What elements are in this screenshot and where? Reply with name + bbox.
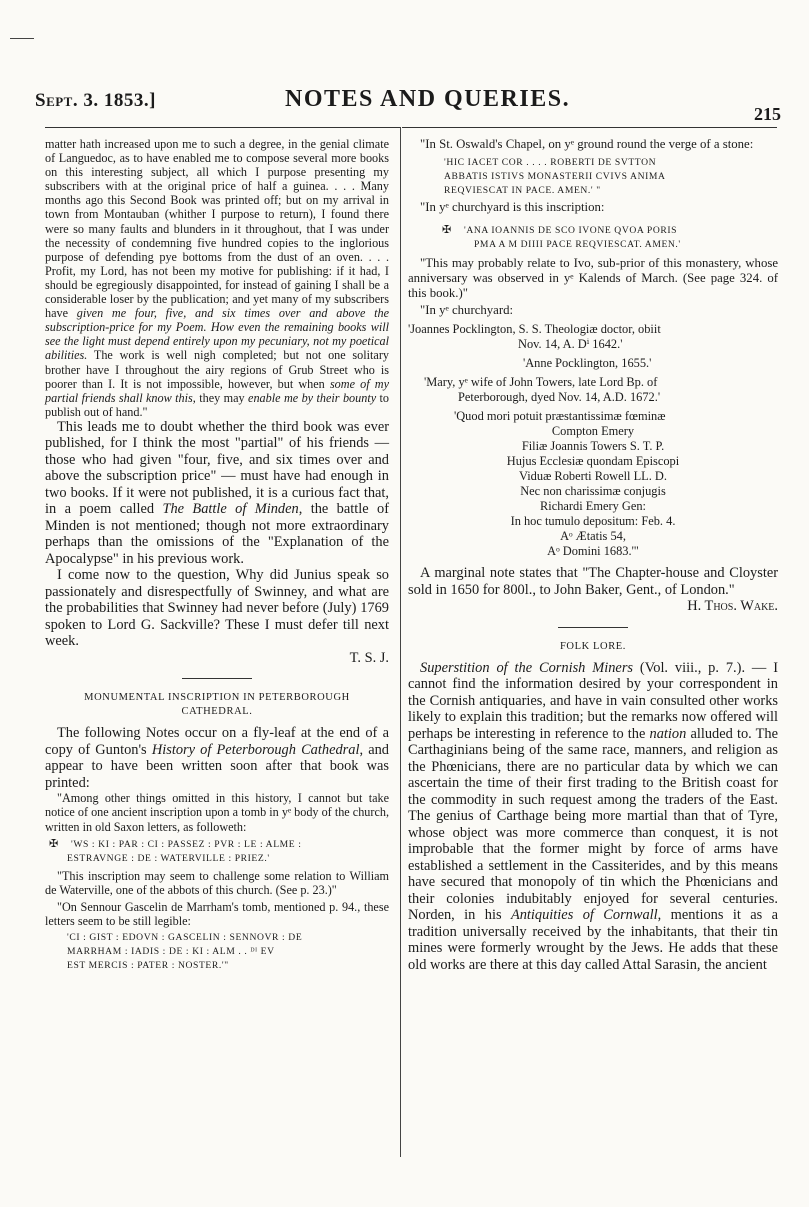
running-header xyxy=(35,86,781,124)
quote-waterville-relation: "This inscription may seem to challenge some relation to William de Waterville, one of the abbots of this church. (See p. 23.)" xyxy=(45,868,389,897)
quote-ivo-subprior: "This may probably relate to Ivo, sub-prior of this monastery, whose anniversary was observed in yᵉ Kalends of March. (See page 324. of this book.)" xyxy=(408,256,778,300)
epitaph-anne-pocklington: 'Anne Pocklington, 1655.' xyxy=(523,356,652,370)
body-paragraph-junius: I come now to the question, Why did Junius speak so passionately and disrespectfully of Swinney, and what are the probabilities that Swinney had never before (July) 1769 spoken to Lord G. Sackville? These I must defer till next week. xyxy=(45,567,389,650)
quote-omitted-inscription: "Among other things omitted in this history, I cannot but take notice of one ancient inscription upon a tomb in yᵉ body of the church, written in old Saxon letters, as followeth: xyxy=(45,791,389,834)
right-column xyxy=(408,137,778,973)
inscription-ivone: ✠ 'ANA IOANNIS DE SCO IVONE QVOA PORIS PMA A M DIIII PACE REQVIESCAT. AMEN.' xyxy=(442,224,681,250)
page-edge-mark xyxy=(10,38,34,39)
inscription-sutton: 'HIC IACET COR . . . . ROBERTI DE SVTTON ABBATIS ISTIVS MONASTERII CVIVS ANIMA REQVIESCAT IN PACE. AMEN.' " xyxy=(444,157,666,196)
section-heading-folk-lore: FOLK LORE. xyxy=(559,640,627,652)
body-paragraph-cornish-miners: Superstition of the Cornish Miners (Vol. viii., p. 7.). — I cannot find the information desired by your correspondent in the Cornish antiquaries, and have in vain consulted other works likely to explain this tradition; but the remarks now offered will perhaps be interesting in reference to the nation alluded to. The Carthaginians being of the same race, manners, and religion as the Phœnicians, there are no particular data by which we can ascertain the time of their first trading to the British coast for the commodity in such request among the traders of the East. The genius of Carthage being more martial than that of Tyre, whose object was more commerce than conquest, it is not improbable that the former might by force of arms have established a settlement in the Cassiterides, and by this means have secured that monopoly of tin which the Phœnicians and their colonies indubitably enjoyed for several centuries. Norden, in his Antiquities of Cornwall, mentions it as a tradition universally received by the inhabitants, that their tin mines were formerly wrought by the Jews. He adds that these old works are there at this day called Attal Sarasin, the ancient xyxy=(408,659,779,973)
cross-pattee-icon: ✠ xyxy=(49,837,59,850)
section-divider xyxy=(558,627,628,628)
header-rule-right xyxy=(402,127,777,128)
cross-pattee-icon: ✠ xyxy=(442,224,452,236)
left-column xyxy=(45,137,389,973)
epitaph-pocklington: 'Joannes Pocklington, S. S. Theologiæ doctor, obiit Nov. 14, A. Dⁱ 1642.' xyxy=(408,322,661,351)
quote-st-oswald: "In St. Oswald's Chapel, on yᵉ ground round the verge of a stone: xyxy=(420,137,754,151)
body-paragraph-flyleaf: The following Notes occur on a fly-leaf at the end of a copy of Gunton's History of Peterborough Cathedral, and appear to have been written soon after that book was printed: xyxy=(45,725,389,791)
signature-tsj: T. S. J. xyxy=(349,649,389,666)
signature-wake: H. Thos. Wake. xyxy=(687,598,778,614)
section-divider xyxy=(182,678,252,679)
quote-churchyard-inscription: "In yᵉ churchyard is this inscription: xyxy=(420,200,605,214)
body-paragraph-third-book: This leads me to doubt whether the third book was ever published, for I think the most "partial" of his friends — those who had given "four, five, and six times over and above the subscription price" — must have had enough in two books. If it were not published, it is a curious fact that, in a poem called The Battle of Minden, the battle of Minden is not mentioned; though not more extraordinary perhaps than the omissions of the "Explanation of the Apocalypse" in his previous work. xyxy=(45,418,389,567)
quoted-letter-paragraph: matter hath increased upon me to such a degree, in the genial climate of Languedoc, as to have enabled me to compose several more books on this interesting subject, all which I purpose presenting my subscribers with at the original price of half a guinea. . . . Many months ago this Second Book was printed off; but on my arrival in town from Montauban (whither I purpose to return), I found there were so many faults and blunders in it throughout, that I was under the necessity of condemning five hundred copies to the inglorious purpose of defending pye bottoms from the dust of an oven. . . . Profit, my Lord, has not been my motive for publishing: if it had, I should be egregiously disappointed, for instead of gaining I shall be a considerable loser by the publication; and yet many of my subscribers have given me four, five, and six times over and above the subscription-price for my Poem. How even the remaining books will see the light must depend entirely upon my pecuniary, not my poetical abilities. The work is well nigh completed; but not one solitary brother have I throughout the airy regions of Grub Street who is poorer than I. It is not impossible, however, but when some of my partial friends shall know this, they may enable me by their bounty to publish out of hand." xyxy=(45,137,390,419)
header-rule-left xyxy=(45,127,400,128)
epitaph-mary-towers: 'Mary, yᵉ wife of John Towers, late Lord Bp. of Peterborough, dyed Nov. 14, A.D. 1672.' xyxy=(424,375,661,404)
page-number: 215 xyxy=(754,104,781,124)
quote-marrham-tomb: "On Sennour Gascelin de Marrham's tomb, mentioned p. 94., these letters seem to be still legible: xyxy=(45,899,389,928)
quote-churchyard-heading: "In yᵉ churchyard: xyxy=(420,303,514,317)
column-divider xyxy=(400,127,401,1157)
inscription-marrham: 'CI : GIST : EDOVN : GASCELIN : SENNOVR : DE MARRHAM : IADIS : DE : KI : ALM . . ᴰᴵ EV EST MERCIS : PATER : NOSTER.'" xyxy=(67,932,303,972)
epitaph-compton-emery: 'Quod mori potuit præstantissimæ fœminæ Compton Emery Filiæ Joannis Towers S. T. P. Hujus Ecclesiæ quondam Episcopi Viduæ Roberti Rowell LL. D. Nec non charissimæ conjugis Richardi Emery Gen: In hoc tumulo depositum: Feb. 4. Aᵒ Ætatis 54, Aᵒ Domini 1683.'" xyxy=(454,409,680,558)
section-heading-monumental: MONUMENTAL INSCRIPTION IN PETERBOROUGH CATHEDRAL. xyxy=(84,692,350,718)
journal-title: NOTES AND QUERIES. xyxy=(285,86,571,112)
marginal-note-paragraph: A marginal note states that "The Chapter-house and Cloyster sold in 1650 for 800l., to John Baker, Gent., of London." xyxy=(408,565,778,598)
header-date: Sept. 3. 1853.] xyxy=(35,90,156,111)
inscription-waterville: ✠ 'WS : KI : PAR : CI : PASSEZ : PVR : LE : ALME : ESTRAVNGE : DE : WATERVILLE : PRIEZ.' xyxy=(49,837,302,864)
